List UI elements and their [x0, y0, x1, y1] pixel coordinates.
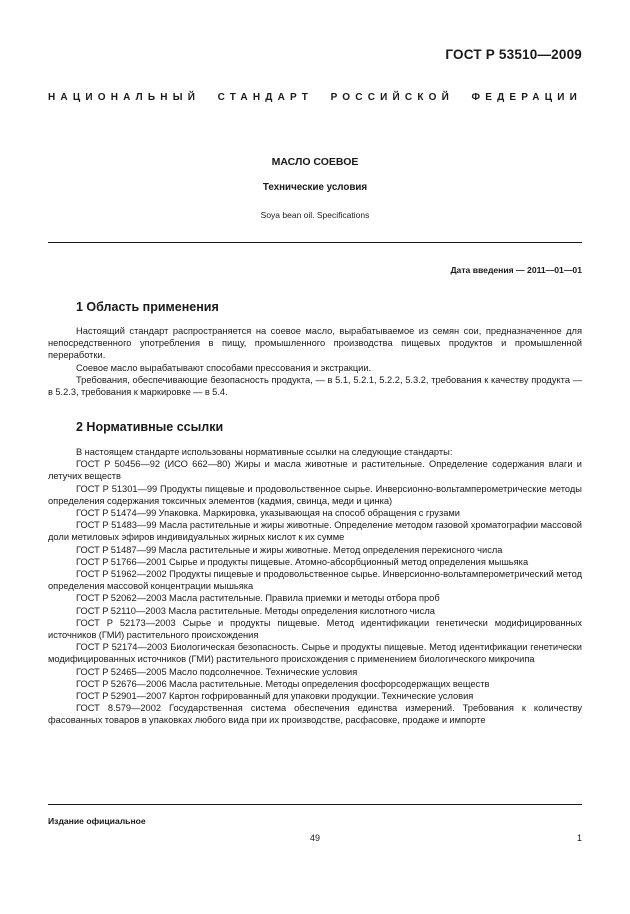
reference-item: ГОСТ Р 52174—2003 Биологическая безопасность. Сырье и продукты пищевые. Метод идентификации генетически модифицированных источников (ГМИ) растительного происхождения с применением биологического микрочипа: [48, 642, 582, 665]
paragraph: Настоящий стандарт распространяется на соевое масло, вырабатываемое из семян сои, предназначенное для непосредственного употребления в пищу, промышленного производства пищевых продуктов и промышленной переработки.: [48, 326, 582, 361]
introduction-date: Дата введения — 2011—01—01: [450, 265, 582, 275]
reference-item: ГОСТ Р 51766—2001 Сырье и продукты пищевые. Атомно-абсорбционный метод определения мышьяка: [76, 556, 529, 567]
reference-item: ГОСТ Р 52465—2005 Масло подсолнечное. Технические условия: [76, 666, 358, 677]
document-title: МАСЛО СОЕВОЕ: [271, 156, 359, 168]
english-title: Soya bean oil. Specifications: [260, 210, 370, 220]
reference-item: ГОСТ Р 52110—2003 Масла растительные. Методы определения кислотного числа: [76, 605, 435, 616]
reference-item: ГОСТ Р 52676—2006 Масла растительные. Методы определения фосфорсодержащих веществ: [76, 678, 490, 689]
banner-word: НАЦИОНАЛЬНЫЙ: [48, 92, 201, 103]
banner-word: ФЕДЕРАЦИИ: [471, 92, 582, 103]
section-1-body: [48, 325, 582, 398]
section-2-body: [48, 446, 582, 727]
reference-item: ГОСТ Р 51301—99 Продукты пищевые и продовольственное сырье. Инверсионно-вольтамперометрические методы определения содержания токсичных элементов (кадмия, свинца, меди и цинка): [48, 483, 582, 506]
reference-item: ГОСТ Р 51474—99 Упаковка. Маркировка, указывающая на способ обращения с грузами: [76, 508, 460, 519]
banner-word: РОССИЙСКОЙ: [330, 92, 454, 103]
section-1-title: 1 Область применения: [76, 300, 219, 314]
footer-divider: [48, 804, 582, 805]
sheet-number: 1: [576, 833, 582, 843]
reference-item: ГОСТ Р 51487—99 Масла растительные и жиры животные. Метод определения перекисного числа: [76, 544, 503, 555]
reference-item: ГОСТ Р 51483—99 Масла растительные и жиры животные. Определение методом газовой хроматографии массовой доли метиловых эфиров индивидуальных жирных кислот к их сумме: [48, 520, 582, 543]
national-standard-text: [48, 92, 582, 103]
official-edition-label: Издание официальное: [48, 816, 146, 826]
reference-item: ГОСТ Р 52062—2003 Масла растительные. Правила приемки и методы отбора проб: [76, 593, 440, 604]
reference-item: ГОСТ Р 50456—92 (ИСО 662—80) Жиры и масла животные и растительные. Определение содержания влаги и летучих веществ: [48, 459, 582, 482]
paragraph: Соевое масло вырабатывают способами прессования и экстракции.: [76, 362, 372, 373]
paragraph: Требования, обеспечивающие безопасность продукта, — в 5.1, 5.2.1, 5.2.2, 5.3.2, требования к качеству продукта — в 5.2.3, требования к маркировке — в 5.4.: [48, 374, 582, 398]
paragraph: В настоящем стандарте использованы нормативные ссылки на следующие стандарты:: [76, 447, 453, 457]
reference-item: ГОСТ Р 52901—2007 Картон гофрированный для упаковки продукции. Технические условия: [76, 691, 474, 702]
banner-word: СТАНДАРТ: [217, 92, 314, 103]
page-number: 49: [309, 833, 320, 843]
title-divider: [48, 242, 582, 243]
reference-item: ГОСТ Р 52173—2003 Сырье и продукты пищевые. Метод идентификации генетически модифицированных источников (ГМИ) растительного происхождения: [48, 617, 582, 641]
national-standard-banner: [48, 92, 582, 103]
reference-item: ГОСТ Р 51962—2002 Продукты пищевые и продовольственное сырье. Инверсионно-вольтамперометрический метод определения массовой концентрации мышьяка: [48, 569, 582, 592]
gost-code: ГОСТ Р 53510—2009: [445, 47, 582, 62]
document-subtitle: Технические условия: [262, 182, 368, 193]
reference-item: ГОСТ 8.579—2002 Государственная система обеспечения единства измерений. Требования к количеству фасованных товаров в упаковках любого вида при их производстве, расфасовке, продаже и импорте: [48, 703, 582, 726]
section-2-title: 2 Нормативные ссылки: [76, 420, 224, 434]
